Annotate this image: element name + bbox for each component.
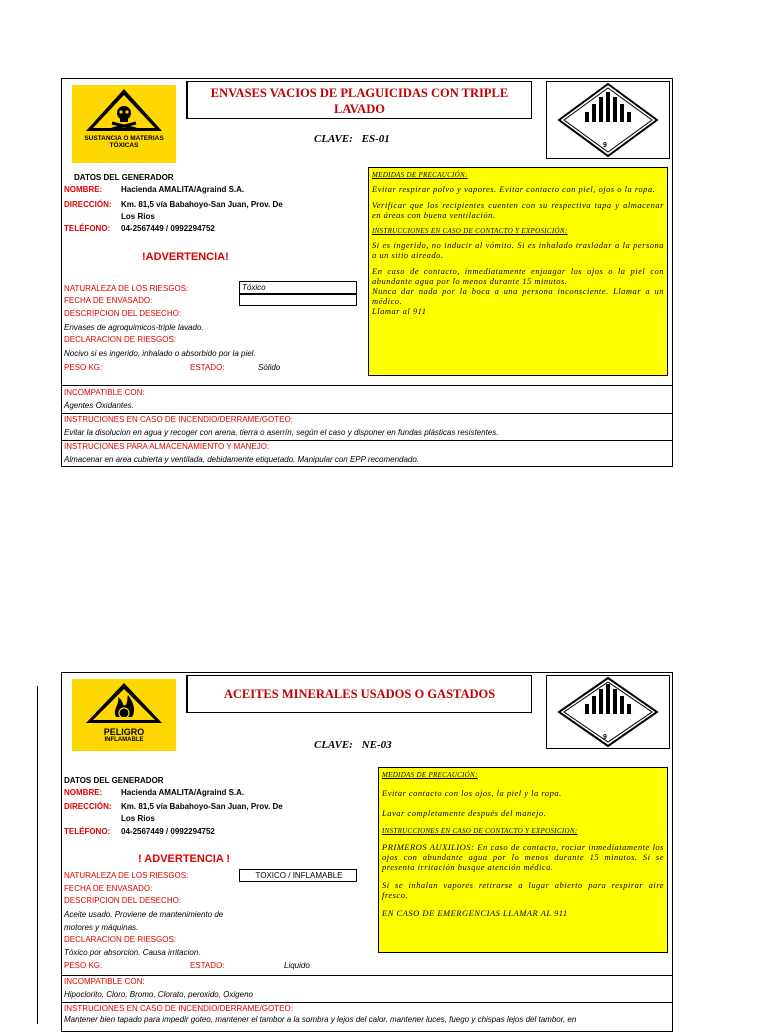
flammable-hazard-sign (72, 679, 176, 751)
incompatible-label: INCOMPATIBLE CON: (64, 977, 145, 986)
precaution-line: Si se inhalan vapores retirarse a lugar abierto para respirar aire fresco. (382, 880, 664, 900)
label-title-text: ENVASES VACIOS DE PLAGUICIDAS CON TRIPLE LAVADO (210, 86, 509, 116)
clave-value: ES-01 (361, 133, 390, 145)
direccion-value-1: Km. 81,5 vía Babahoyo-San Juan, Prov. De (121, 200, 283, 209)
nombre-value: Hacienda AMALITA/Agraind S.A. (121, 788, 245, 797)
incendio-section (62, 413, 672, 440)
advertencia: !ADVERTENCIA! (142, 251, 229, 263)
naturaleza-value: TOXICO / INFLAMABLE (255, 871, 343, 880)
flammable-sign-text-1: PELIGRO (103, 727, 145, 737)
incompatible-section (62, 975, 672, 1002)
direccion-label: DIRECCIÓN: (64, 802, 112, 811)
waste-label-2 (61, 672, 673, 1032)
precaution-line: PRIMEROS AUXILIOS: En caso de contacto, rociar inmediatamente los ojos con abundante agua por lo menos durante 15 minutos. Si se presenta irritación busque atención médica. (382, 842, 664, 872)
precaution-header: MEDIDAS DE PRECAUCIÓN: (382, 771, 478, 779)
precaution-line: Llamar al 911 (372, 306, 427, 316)
fecha-label: FECHA DE ENVASADO: (64, 296, 153, 305)
waste-label-1 (61, 78, 673, 467)
peso-label: PESO KG: (64, 961, 103, 970)
precaution-line: EN CASO DE EMERGENCIAS LLAMAR AL 911 (382, 908, 568, 918)
precaution-box (368, 167, 668, 376)
peso-label: PESO KG: (64, 363, 103, 372)
incendio-value: Evitar la disolucion en agua y recoger con arena, tierra o aserrín, según el caso y disponer en fundas plásticas resistentes. (64, 428, 499, 437)
contact-header: INSTRUCCIONES EN CASO DE CONTACTO Y EXPOSICIÓN: (372, 227, 568, 235)
class-9-hazard-icon (547, 676, 669, 748)
estado-label: ESTADO: (190, 363, 225, 372)
class-9-hazard-icon (547, 82, 669, 158)
clave-label: CLAVE: (314, 739, 353, 751)
label-title (186, 675, 532, 713)
precaution-line: Nunca dar nada por la boca a una persona inconsciente. Llamar a un médico. (372, 286, 664, 306)
precaution-line: Verificar que los recipientes cuenten con su respectiva tapa y almacenar en áreas con buena ventilación. (372, 200, 664, 220)
telefono-value: 04-2567449 / 0992294752 (121, 224, 215, 233)
label-title (186, 81, 532, 119)
incendio-label: INSTRUCIONES EN CASO DE INCENDIO/DERRAME/GOTEO: (64, 415, 293, 424)
clave (314, 739, 392, 751)
class-number: 9 (603, 142, 607, 149)
direccion-value-2: Los Rios (121, 212, 155, 221)
generator-header: DATOS DEL GENERADOR (64, 776, 164, 785)
direccion-label: DIRECCIÓN: (64, 200, 112, 209)
contact-header: INSTRUCCIONES EN CASO DE CONTACTO Y EXPOSICION: (382, 827, 578, 835)
clave-label: CLAVE: (314, 133, 353, 145)
toxic-hazard-sign (72, 85, 176, 163)
incendio-value: Mantener bien tapado para impedir goteo, mantener el tambor a la sombra y lejos del calor, mantener luces, fuego y chispas lejos del tambor, en (64, 1015, 577, 1024)
estado-label: ESTADO: (190, 961, 225, 970)
telefono-label: TELÉFONO: (64, 827, 111, 836)
precaution-line: Evitar contacto con los ojos, la piel y la ropa. (382, 788, 562, 798)
telefono-value: 04-2567449 / 0992294752 (121, 827, 215, 836)
nombre-value: Hacienda AMALITA/Agraind S.A. (121, 185, 245, 194)
fecha-field (239, 294, 357, 306)
clave (314, 133, 390, 145)
almacen-label: INSTRUCIONES PARA ALMACENAMIENTO Y MANEJO: (64, 442, 270, 451)
nombre-label: NOMBRE: (64, 788, 103, 797)
descripcion-label: DESCRIPCION DEL DESECHO: (64, 309, 182, 318)
page-margin-line (37, 686, 38, 1024)
flammable-sign-text-2: INFLAMABLE (104, 737, 144, 743)
label-title-text: ACEITES MINERALES USADOS O GASTADOS (223, 687, 496, 701)
nombre-label: NOMBRE: (64, 185, 103, 194)
telefono-label: TELÉFONO: (64, 224, 111, 233)
precaution-line: Evitar respirar polvo y vapores. Evitar contacto con piel, ojos o la ropa. (372, 184, 656, 194)
naturaleza-field (239, 281, 357, 294)
incompatible-section (62, 385, 672, 413)
declaracion-value: Nocivo si es ingerido, inhalado o absorbido por la piel. (64, 349, 256, 358)
almacen-section (62, 440, 672, 467)
direccion-value-1: Km. 81,5 vía Babahoyo-San Juan, Prov. De (121, 802, 283, 811)
generator-header: DATOS DEL GENERADOR (74, 173, 174, 182)
advertencia: ! ADVERTENCIA ! (138, 853, 231, 865)
class-number: 9 (603, 734, 607, 741)
descripcion-value: Envases de agroquimicos-triple lavado. (64, 323, 204, 332)
estado-value: Sólido (258, 363, 281, 372)
precaution-header: MEDIDAS DE PRECAUCIÓN: (372, 171, 468, 179)
precaution-line: En caso de contacto, inmediatamente enjuagar los ojos o la piel con abundante agua por lo menos durante 15 minutos. (372, 266, 664, 286)
estado-value: Liquido (284, 961, 310, 970)
precaution-line: Si es ingerido, no inducir al vómito. Si es inhalado trasladar a la persona a un sitio aireado. (372, 240, 664, 260)
fecha-label: FECHA DE ENVASADO: (64, 884, 153, 893)
descripcion-value-2: motores y máquinas. (64, 923, 139, 932)
precaution-line: Lavar completamente después del manejo. (382, 808, 547, 818)
incendio-label: INSTRUCIONES EN CASO DE INCENDIO/DERRAME/GOTEO: (64, 1004, 293, 1013)
declaracion-label: DECLARACION DE RIESGOS: (64, 935, 177, 944)
naturaleza-value: Tóxico (242, 283, 266, 292)
clave-value: NE-03 (361, 739, 392, 751)
almacen-value: Almacenar en area cubierta y ventilada, debidamente etiquetado. Manipular con EPP recomendado. (64, 455, 420, 464)
descripcion-value-1: Aceite usado. Proviene de mantenimiento de (64, 910, 224, 919)
class-9-diamond-box (546, 81, 670, 159)
declaracion-value: Tóxico por absorcion. Causa irritacion. (64, 948, 201, 957)
incompatible-label: INCOMPATIBLE CON: (64, 388, 145, 397)
incendio-section (62, 1002, 672, 1033)
declaracion-label: DECLARACION DE RIESGOS: (64, 335, 177, 344)
direccion-value-2: Los Rios (121, 814, 155, 823)
naturaleza-label: NATURALEZA DE LOS RIESGOS: (64, 284, 189, 293)
naturaleza-field (239, 869, 357, 882)
incompatible-value: Agentes Oxidantes. (64, 401, 134, 410)
incompatible-value: Hipoclorito, Cloro, Bromo, Clorato, peroxido, Oxigeno (64, 990, 253, 999)
class-9-diamond-box (546, 675, 670, 749)
descripcion-label: DESCRIPCION DEL DESECHO: (64, 896, 182, 905)
naturaleza-label: NATURALEZA DE LOS RIESGOS: (64, 871, 189, 880)
skull-warning-icon (72, 85, 176, 163)
precaution-box (378, 767, 668, 953)
toxic-sign-text: SUSTANCIA O MATERIAS TÓXICAS (84, 135, 164, 149)
